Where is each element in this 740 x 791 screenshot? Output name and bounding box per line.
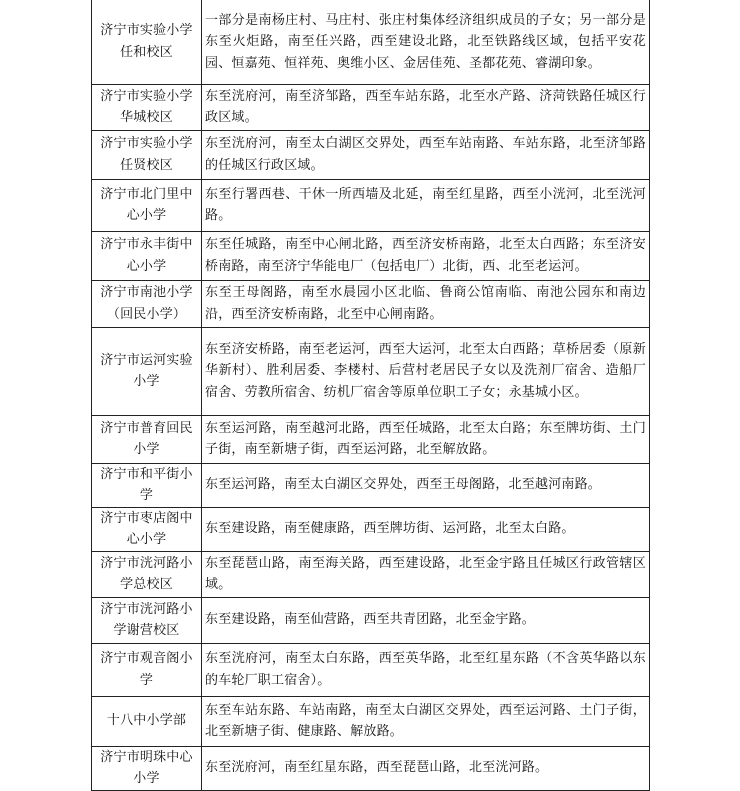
- zone-scope-cell: 东至行署西巷、干休一所西墙及北延，南至红星路，西至小洸河，北至洸河路。: [202, 179, 650, 231]
- table-row: [92, 696, 650, 746]
- school-name-cell: 济宁市北门里中心小学: [92, 179, 202, 231]
- table-row: [92, 643, 650, 696]
- table-row: [92, 84, 650, 130]
- school-name-cell: 济宁市南池小学（回民小学）: [92, 280, 202, 327]
- enrollment-zone-sheet: [91, 0, 649, 791]
- zone-scope-cell: 东至洸府河，南至红星东路，西至琵琶山路，北至洸河路。: [202, 746, 650, 790]
- school-name-cell: 济宁市洸河路小学谢营校区: [92, 597, 202, 643]
- school-name-cell: 济宁市实验小学任和校区: [92, 0, 202, 84]
- zone-scope-cell: 一部分是南杨庄村、马庄村、张庄村集体经济组织成员的子女；另一部分是东至火炬路，南至任兴路，西至建设北路，北至铁路线区域，包括平安花园、恒嘉苑、恒祥苑、奥维小区、金居佳苑、圣都花苑、睿湖印象。: [202, 0, 650, 84]
- table-row: [92, 0, 650, 84]
- table-row: [92, 179, 650, 231]
- zone-scope-cell: 东至琵琶山路，南至海关路，西至建设路，北至金宇路且任城区行政管辖区域。: [202, 551, 650, 597]
- zone-scope-cell: 东至建设路，南至仙营路，西至共青团路，北至金宇路。: [202, 597, 650, 643]
- table-row: [92, 551, 650, 597]
- zone-scope-cell: 东至洸府河，南至太白湖区交界处，西至车站南路、车站东路，北至济邹路的任城区行政区域。: [202, 130, 650, 179]
- zone-scope-cell: 东至济安桥路，南至老运河，西至大运河，北至太白西路；草桥居委（原新华新村）、胜利居委、李楼村、后营村老居民子女以及洗剂厂宿舍、造船厂宿舍、劳教所宿舍、纺机厂宿舍等原单位职工子女；永基城小区。: [202, 327, 650, 415]
- table-row: [92, 507, 650, 551]
- school-name-cell: 济宁市枣店阁中心小学: [92, 507, 202, 551]
- school-name-cell: 济宁市实验小学任贤校区: [92, 130, 202, 179]
- table-row: [92, 231, 650, 280]
- school-name-cell: 济宁市永丰街中心小学: [92, 231, 202, 280]
- table-row: [92, 327, 650, 415]
- table-row: [92, 415, 650, 463]
- school-name-cell: 济宁市运河实验小学: [92, 327, 202, 415]
- school-zone-table: [91, 0, 650, 791]
- zone-scope-cell: 东至洸府河，南至太白东路，西至英华路，北至红星东路（不含英华路以东的车轮厂职工宿舍）。: [202, 643, 650, 696]
- zone-scope-cell: 东至建设路，南至健康路，西至牌坊街、运河路，北至太白路。: [202, 507, 650, 551]
- zone-scope-cell: 东至王母阁路，南至水晨园小区北临、鲁商公馆南临、南池公园东和南边沿，西至济安桥南路，北至中心闸南路。: [202, 280, 650, 327]
- school-name-cell: 济宁市和平街小学: [92, 463, 202, 507]
- zone-scope-cell: 东至运河路，南至越河北路，西至任城路，北至太白路；东至牌坊街、土门子街，南至新塘子街，西至运河路，北至解放路。: [202, 415, 650, 463]
- zone-scope-cell: 东至运河路，南至太白湖区交界处，西至王母阁路，北至越河南路。: [202, 463, 650, 507]
- zone-scope-cell: 东至任城路，南至中心闸北路，西至济安桥南路，北至太白西路；东至济安桥南路，南至济宁华能电厂（包括电厂）北街，西、北至老运河。: [202, 231, 650, 280]
- zone-scope-cell: 东至车站东路、车站南路，南至太白湖区交界处，西至运河路、土门子街，北至新塘子街、健康路、解放路。: [202, 696, 650, 746]
- table-row: [92, 597, 650, 643]
- table-row: [92, 130, 650, 179]
- zone-scope-cell: 东至洸府河，南至济邹路，西至车站东路，北至水产路、济菏铁路任城区行政区域。: [202, 84, 650, 130]
- school-name-cell: 十八中小学部: [92, 696, 202, 746]
- table-row: [92, 280, 650, 327]
- school-name-cell: 济宁市洸河路小学总校区: [92, 551, 202, 597]
- school-name-cell: 济宁市普育回民小学: [92, 415, 202, 463]
- table-row: [92, 463, 650, 507]
- school-name-cell: 济宁市观音阁小学: [92, 643, 202, 696]
- school-name-cell: 济宁市实验小学华城校区: [92, 84, 202, 130]
- table-row: [92, 746, 650, 790]
- school-name-cell: 济宁市明珠中心小学: [92, 746, 202, 790]
